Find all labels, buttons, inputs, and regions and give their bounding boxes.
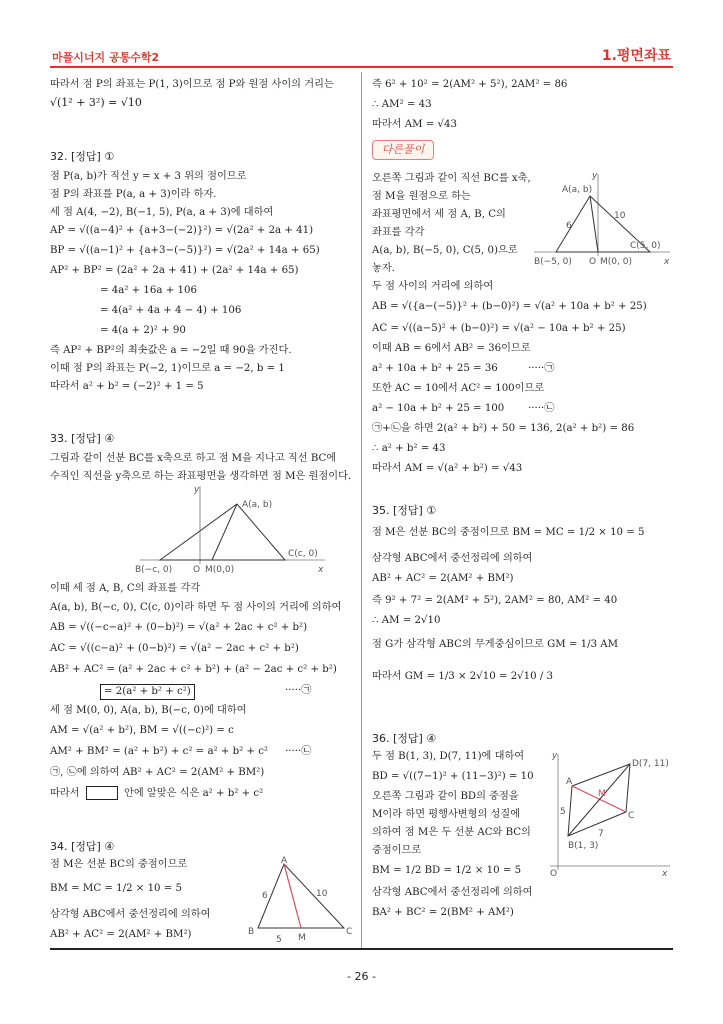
alt-line: 좌표평면에서 세 점 A, B, C의: [372, 209, 506, 220]
q33-mark: ·····㉡: [285, 746, 312, 757]
q36-line: 두 점 B(1, 3), D(7, 11)에 대하여: [372, 751, 525, 762]
q33-figure: [130, 484, 330, 576]
intro-line: √(1² + 3²) = √10: [50, 96, 142, 109]
column-divider: [361, 72, 362, 948]
q35-line: AB² + AC² = 2(AM² + BM²): [372, 573, 514, 584]
q33-line: AC = √((c−a)² + (0−b)²) = √(a² − 2ac + c² + b²): [50, 643, 299, 654]
q33-line: 따라서: [50, 788, 80, 799]
alt-line: 좌표를 각각: [372, 227, 425, 238]
side-ac: 10: [614, 211, 626, 221]
label-b: B(1, 3): [568, 841, 599, 851]
label-c: C: [346, 927, 353, 937]
label-a: A: [281, 856, 288, 866]
alt-mark: ·····㉡: [528, 403, 555, 414]
alt-line: ㉠+㉡을 하면 2(a² + b²) + 50 = 136, 2(a² + b²) = 86: [372, 423, 635, 434]
alt-figure: [532, 170, 672, 270]
chapter-title: 1.평면좌표: [601, 48, 671, 64]
q33-mark: ·····㉠: [285, 685, 312, 696]
label-x: x: [318, 565, 324, 575]
q35-line: ∴ AM = 2√10: [372, 615, 441, 626]
q32-line: = 4(a² + 4a + 4 − 4) + 106: [100, 305, 242, 316]
alt-line: 이때 AB = 6에서 AB² = 36이므로: [372, 343, 531, 354]
side-ab: 6: [566, 221, 572, 231]
q34-cont-line: 즉 6² + 10² = 2(AM² + 5²), 2AM² = 86: [372, 79, 568, 90]
label-c: C: [628, 811, 635, 821]
q32-line: 따라서 a² + b² = (−2)² + 1 = 5: [50, 381, 204, 392]
label-m: M(0,0): [205, 565, 235, 575]
q33-title: 33. [정답] ④: [50, 432, 115, 445]
q32-line: 이때 점 P의 좌표는 P(−2, 1)이므로 a = −2, b = 1: [50, 363, 285, 374]
q33-line: 안에 알맞은 식은 a² + b² + c²: [124, 788, 264, 799]
side-ac: 10: [316, 889, 328, 899]
q32-line: = 4a² + 16a + 106: [100, 285, 197, 296]
q35-line: 즉 9² + 7² = 2(AM² + 5²), 2AM² = 80, AM² = 40: [372, 595, 618, 606]
footer-rule: [50, 948, 673, 950]
q32-line: BP = √((a−1)² + {a+3−(−5)}²) = √(2a² + 14a + 65): [50, 245, 320, 256]
label-o: O: [550, 869, 558, 878]
label-y: y: [194, 485, 200, 495]
label-d: D(7, 11): [632, 759, 669, 769]
diagonal-bd: [568, 764, 630, 836]
alt-line: AC = √((a−5)² + (b−0)²) = √(a² − 10a + b² + 25): [372, 323, 626, 334]
label-y: y: [592, 171, 598, 181]
q33-line: AB² + AC² = (a² + 2ac + c² + b²) + (a² − 2ac + c² + b²): [50, 664, 337, 675]
alt-line: 놓자.: [372, 263, 395, 274]
q32-title: 32. [정답] ①: [50, 150, 115, 163]
alt-line: 또한 AC = 10에서 AC² = 100이므로: [372, 383, 545, 394]
alt-line: 두 점 사이의 거리에 의하여: [372, 281, 494, 292]
q33-line: AM² + BM² = (a² + b²) + c² = a² + b² + c²: [50, 746, 269, 757]
q36-title: 36. [정답] ④: [372, 732, 437, 745]
median-am: [212, 504, 237, 560]
q36-line: 중점이므로: [372, 845, 422, 856]
alt-line: a² − 10a + b² + 25 = 100: [372, 403, 505, 414]
q32-line: 점 P(a, b)가 직선 y = x + 3 위의 점이므로: [50, 171, 247, 182]
q33-line: AM = √(a² + b²), BM = √((−c)²) = c: [50, 725, 234, 736]
alt-line: AB = √({a−(−5)}² + (b−0)²) = √(a² + 10a + b² + 25): [372, 301, 647, 312]
q34-line: BM = MC = 1/2 × 10 = 5: [50, 883, 183, 894]
q33-line: 수직인 직선을 y축으로 하는 좌표평면을 생각하면 점 M은 원점이다.: [50, 471, 352, 482]
book-title: 마플시너지 공통수학2: [52, 51, 160, 64]
q36-line: 의하여 점 M은 두 선분 AC와 BC의: [372, 827, 531, 838]
side-ab: 6: [262, 891, 268, 901]
label-m: M: [298, 933, 306, 943]
q35-line: 따라서 GM = 1/3 × 2√10 = 2√10 / 3: [372, 671, 554, 682]
page-number: - 26 -: [347, 970, 376, 983]
q32-line: AP = √((a−4)² + {a+3−(−2)}²) = √(2a² + 2a + 41): [50, 225, 314, 236]
q33-line: 세 점 M(0, 0), A(a, b), B(−c, 0)에 대하여: [50, 705, 247, 716]
q36-line: BA² + BC² = 2(BM² + AM²): [372, 907, 514, 918]
q33-line: A(a, b), B(−c, 0), C(c, 0)이라 하면 두 점 사이의 거리에 의하여: [50, 602, 342, 613]
q32-line: 점 P의 좌표를 P(a, a + 3)이라 하자.: [50, 189, 217, 200]
label-m: M: [598, 789, 606, 799]
q34-line: 삼각형 ABC에서 중선정리에 의하여: [50, 909, 211, 920]
label-b: B: [248, 927, 255, 937]
q36-figure: [544, 750, 672, 878]
label-o: O: [589, 257, 597, 267]
alt-mark: ·····㉠: [528, 363, 555, 374]
label-b: B(−5, 0): [534, 257, 572, 267]
median-am: [590, 196, 598, 252]
alt-line: 오른쪽 그림과 같이 직선 BC를 x축,: [372, 173, 531, 184]
triangle-abc: [160, 504, 285, 560]
q33-line: ㉠, ㉡에 의하여 AB² + AC² = 2(AM² + BM²): [50, 767, 265, 778]
side-left: 5: [560, 807, 566, 817]
q34-cont-line: ∴ AM² = 43: [372, 99, 432, 110]
q36-line: 오른쪽 그림과 같이 BD의 중점을: [372, 791, 519, 802]
q33-answer-box: [86, 786, 120, 801]
triangle-abc: [258, 864, 344, 928]
side-bottom: 7: [598, 829, 604, 839]
q36-line: BD = √((7−1)² + (11−3)²) = 10: [372, 771, 534, 782]
label-x: x: [664, 257, 670, 267]
alt-line: A(a, b), B(−5, 0), C(5, 0)으로: [372, 245, 518, 256]
q36-line: M이라 하면 평행사변형의 성질에: [372, 809, 521, 820]
label-c: C(c, 0): [288, 549, 318, 559]
label-o: O: [193, 565, 201, 575]
q34-cont-line: 따라서 AM = √43: [372, 119, 458, 130]
q35-line: 점 M은 선분 BC의 중점이므로 BM = MC = 1/2 × 10 = 5: [372, 527, 645, 538]
label-a: A(a, b): [242, 500, 273, 510]
intro-line: 따라서 점 P의 좌표는 P(1, 3)이므로 점 P와 원점 사이의 거리는: [50, 79, 334, 90]
alt-line: 따라서 AM = √(a² + b²) = √43: [372, 463, 523, 474]
alt-line: ∴ a² + b² = 43: [372, 443, 446, 454]
q32-line: AP² + BP² = (2a² + 2a + 41) + (2a² + 14a + 65): [50, 265, 299, 276]
q35-line: 점 G가 삼각형 ABC의 무게중심이므로 GM = 1/3 AM: [372, 639, 619, 650]
q34-title: 34. [정답] ④: [50, 840, 115, 853]
alt-line: a² + 10a + b² + 25 = 36: [372, 363, 498, 374]
label-x: x: [662, 869, 668, 878]
q36-line: BM = 1/2 BD = 1/2 × 10 = 5: [372, 865, 522, 876]
label-b: B(−c, 0): [135, 565, 173, 575]
q33-line: AB = √((−c−a)² + (0−b)²) = √(a² + 2ac + c² + b²): [50, 622, 308, 633]
q34-figure: [246, 856, 356, 946]
label-a: A(a, b): [562, 185, 593, 195]
q34-line: AB² + AC² = 2(AM² + BM²): [50, 929, 192, 940]
header-rule: [50, 66, 673, 68]
q35-line: 삼각형 ABC에서 중선정리에 의하여: [372, 553, 533, 564]
label-m: M(0, 0): [600, 257, 632, 267]
alt-line: 점 M을 원점으로 하는: [372, 191, 471, 202]
q32-line: = 4(a + 2)² + 90: [100, 325, 186, 336]
q33-line: 그림과 같이 선분 BC를 x축으로 하고 점 M을 지나고 직선 BC에: [50, 453, 337, 464]
label-y: y: [552, 751, 558, 761]
q32-line: 즉 AP² + BP²의 최솟값은 a = −2일 때 90을 가진다.: [50, 345, 292, 356]
q35-title: 35. [정답] ①: [372, 504, 437, 517]
alt-solution-badge: 다른풀이: [372, 140, 434, 160]
q33-line: 이때 세 점 A, B, C의 좌표를 각각: [50, 583, 201, 594]
q32-line: 세 점 A(4, −2), B(−1, 5), P(a, a + 3)에 대하여: [50, 207, 274, 218]
side-bm: 5: [276, 935, 282, 945]
q33-line-boxed: = 2(a² + b² + c²): [100, 684, 195, 700]
q34-line: 점 M은 선분 BC의 중점이므로: [50, 859, 188, 870]
label-a: A: [566, 777, 573, 787]
label-c: C(5, 0): [630, 241, 661, 251]
q36-line: 삼각형 ABC에서 중선정리에 의하여: [372, 887, 533, 898]
